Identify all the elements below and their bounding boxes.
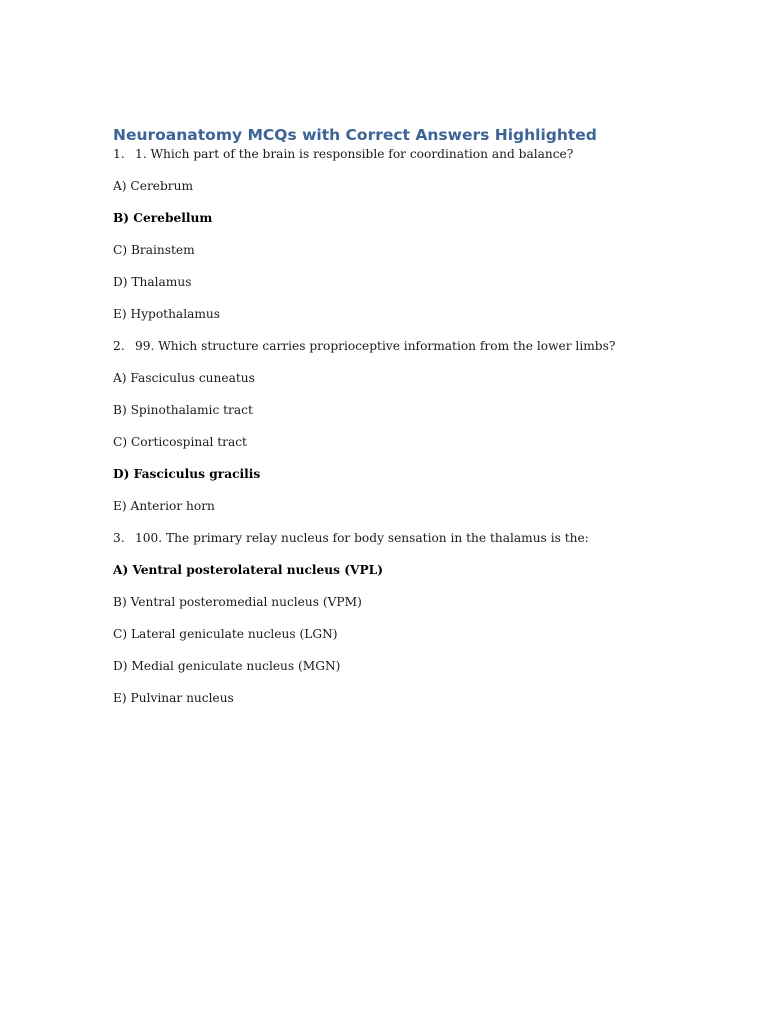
question-2-option-a: A) Fasciculus cuneatus bbox=[113, 371, 255, 385]
question-2-option-e: E) Anterior horn bbox=[113, 499, 215, 513]
question-2 bbox=[113, 338, 673, 370]
question-2-text: 99. Which structure carries proprioceptive information from the lower limbs? bbox=[135, 339, 616, 353]
question-1-text: 1. Which part of the brain is responsible for coordination and balance? bbox=[135, 147, 574, 161]
question-1 bbox=[113, 146, 673, 178]
question-3-option-e: E) Pulvinar nucleus bbox=[113, 691, 234, 705]
document-title: Neuroanatomy MCQs with Correct Answers Highlighted bbox=[113, 126, 597, 144]
question-3-option-c: C) Lateral geniculate nucleus (LGN) bbox=[113, 627, 338, 641]
question-1-option-d: D) Thalamus bbox=[113, 275, 192, 289]
question-3-option-a-correct: A) Ventral posterolateral nucleus (VPL) bbox=[113, 563, 383, 577]
question-2-option-b: B) Spinothalamic tract bbox=[113, 403, 253, 417]
question-3-number: 3. bbox=[113, 531, 125, 545]
question-2-option-d-correct: D) Fasciculus gracilis bbox=[113, 467, 261, 481]
question-1-option-e: E) Hypothalamus bbox=[113, 307, 221, 321]
question-1-option-b-correct: B) Cerebellum bbox=[113, 211, 213, 225]
question-3-text: 100. The primary relay nucleus for body sensation in the thalamus is the: bbox=[135, 531, 589, 545]
question-3 bbox=[113, 530, 673, 562]
document-content bbox=[113, 124, 673, 722]
question-1-option-c: C) Brainstem bbox=[113, 243, 195, 257]
question-2-option-c: C) Corticospinal tract bbox=[113, 435, 247, 449]
question-2-number: 2. bbox=[113, 339, 125, 353]
question-1-number: 1. bbox=[113, 147, 125, 161]
question-3-option-d: D) Medial geniculate nucleus (MGN) bbox=[113, 659, 341, 673]
question-3-option-b: B) Ventral posteromedial nucleus (VPM) bbox=[113, 595, 362, 609]
question-1-option-a: A) Cerebrum bbox=[113, 179, 194, 193]
